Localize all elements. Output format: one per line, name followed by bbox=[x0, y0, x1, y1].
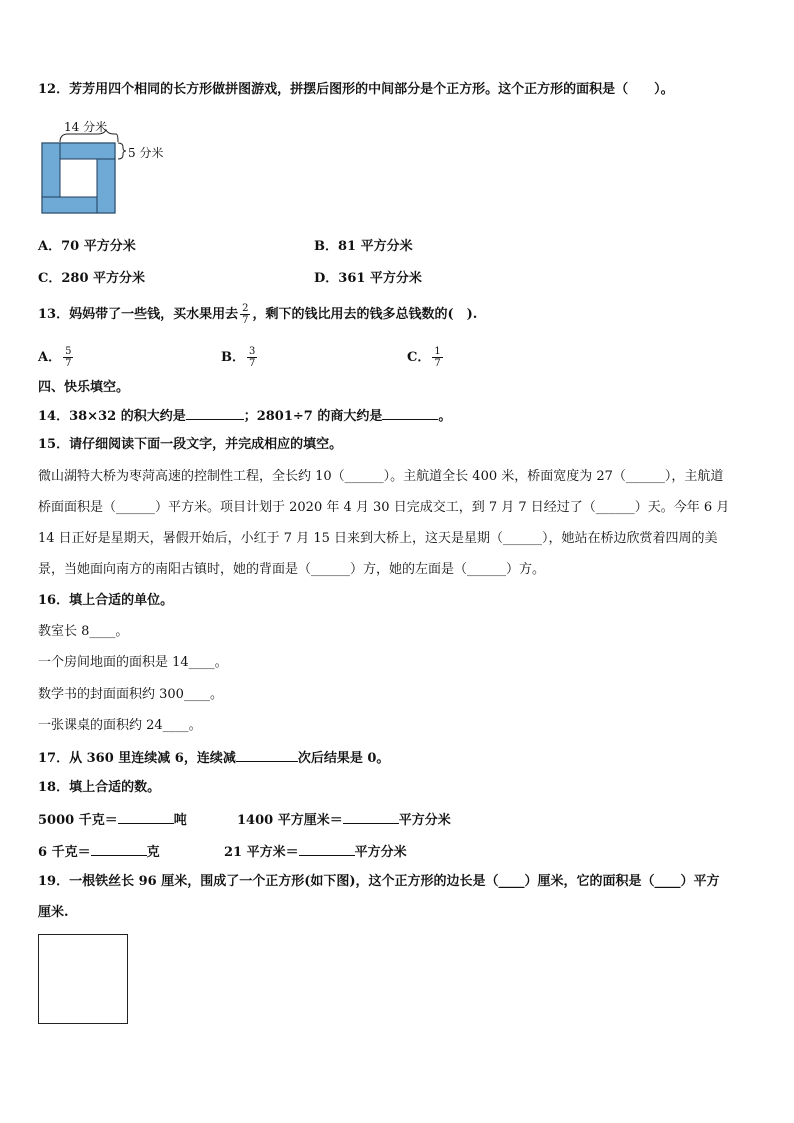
q14-part2: ；2801÷7 的商大约是 bbox=[243, 409, 383, 424]
q18-r1b-post: 平方分米 bbox=[398, 813, 451, 828]
q14-part1: 14．38×32 的积大约是 bbox=[38, 409, 186, 424]
q13-option-b-num: 3 bbox=[249, 346, 256, 357]
figure-side-label: 5 分米 bbox=[128, 146, 164, 160]
q17-text bbox=[38, 747, 389, 769]
q17-part1: 17．从 360 里连续减 6，连续减 bbox=[38, 751, 236, 766]
q19-line-2: 厘米. bbox=[38, 905, 69, 920]
q13-text-after: ，剩下的钱比用去的钱多总钱数的( ). bbox=[252, 307, 478, 322]
q12-text: 12．芳芳用四个相同的长方形做拼图游戏，拼摆后图形的中间部分是个正方形。这个正方形的面积是（ ）。 bbox=[38, 82, 674, 97]
q18-title: 18．填上合适的数。 bbox=[38, 780, 161, 795]
q18-r1a-blank[interactable] bbox=[118, 809, 174, 824]
q16-line-3: 数学书的封面面积约 300____。 bbox=[38, 687, 223, 702]
q18-r2b-blank[interactable] bbox=[299, 841, 355, 856]
q13-option-a-fraction bbox=[63, 346, 73, 369]
q13-option-a[interactable] bbox=[38, 344, 75, 372]
section-heading: 四、快乐填空。 bbox=[38, 380, 130, 395]
q12-option-d[interactable]: D．361 平方分米 bbox=[314, 271, 422, 286]
q13-option-c-fraction bbox=[432, 346, 442, 369]
q13-text bbox=[38, 302, 477, 328]
q13-option-b[interactable] bbox=[221, 344, 259, 372]
q18-row1-a bbox=[38, 809, 187, 831]
q18-r2a-blank[interactable] bbox=[91, 841, 147, 856]
q19-line-1: 19．一根铁丝长 96 厘米，围成了一个正方形(如下图)，这个正方形的边长是（____）厘米，它的面积是（____）平方 bbox=[38, 874, 720, 889]
q15-paragraph-line-3: 14 日正好是星期天，暑假开始后，小红于 7 月 15 日来到大桥上，这天是星期（______），她站在桥边欣赏着四周的美 bbox=[38, 531, 718, 546]
q18-r2b-post: 平方分米 bbox=[354, 845, 407, 860]
q18-r1a-pre: 5000 千克＝ bbox=[38, 813, 118, 828]
q14-blank-2[interactable] bbox=[382, 405, 438, 420]
pinwheel-rectangles-diagram bbox=[38, 112, 188, 222]
square-diagram bbox=[38, 934, 128, 1024]
q16-line-1: 教室长 8____。 bbox=[38, 624, 129, 639]
q12-figure bbox=[38, 112, 188, 222]
q14-blank-1[interactable] bbox=[186, 405, 244, 420]
q13-option-c[interactable] bbox=[407, 344, 445, 372]
figure-top-label: 14 分米 bbox=[64, 120, 108, 134]
q13-option-a-den: 7 bbox=[65, 358, 72, 369]
q18-row2-a bbox=[38, 841, 160, 863]
q12-option-c[interactable]: C．280 平方分米 bbox=[38, 271, 146, 286]
q16-line-4: 一张课桌的面积约 24____。 bbox=[38, 718, 202, 733]
q18-r1a-post: 吨 bbox=[173, 813, 187, 828]
q15-paragraph-line-1: 微山湖特大桥为枣菏高速的控制性工程，全长约 10（______）。主航道全长 400 米，桥面宽度为 27（______），主航道 bbox=[38, 469, 724, 484]
q13-option-b-label: B． bbox=[221, 350, 245, 365]
q14-text bbox=[38, 405, 451, 427]
q18-r1b-blank[interactable] bbox=[343, 809, 399, 824]
q13-option-b-den: 7 bbox=[249, 358, 256, 369]
q15-paragraph-line-2: 桥面面积是（______）平方米。项目计划于 2020 年 4 月 30 日完成交工，到 7 月 7 日经过了（______）天。今年 6 月 bbox=[38, 500, 730, 515]
q18-r2a-post: 克 bbox=[146, 845, 160, 860]
q13-fraction bbox=[240, 303, 250, 326]
q13-option-a-label: A． bbox=[38, 350, 62, 365]
q12-option-b[interactable]: B．81 平方分米 bbox=[314, 239, 413, 254]
q13-option-c-label: C． bbox=[407, 350, 431, 365]
q13-option-c-num: 1 bbox=[434, 346, 441, 357]
q13-option-c-den: 7 bbox=[434, 358, 441, 369]
q18-r1b-pre: 1400 平方厘米＝ bbox=[237, 813, 343, 828]
q15-paragraph-line-4: 景，当她面向南方的南阳古镇时，她的背面是（______）方，她的左面是（______）方。 bbox=[38, 562, 546, 577]
q18-row1-b bbox=[237, 809, 451, 831]
q16-line-2: 一个房间地面的面积是 14____。 bbox=[38, 655, 228, 670]
q13-fraction-num: 2 bbox=[242, 303, 249, 314]
q18-r2a-pre: 6 千克＝ bbox=[38, 845, 91, 860]
q14-part3: 。 bbox=[438, 409, 452, 424]
q17-blank[interactable] bbox=[236, 747, 298, 762]
q13-fraction-den: 7 bbox=[242, 315, 249, 326]
q13-text-before: 13．妈妈带了一些钱，买水果用去 bbox=[38, 307, 239, 322]
q15-title: 15．请仔细阅读下面一段文字，并完成相应的填空。 bbox=[38, 437, 343, 452]
q18-r2b-pre: 21 平方米＝ bbox=[224, 845, 299, 860]
q13-option-a-num: 5 bbox=[65, 346, 72, 357]
q13-option-b-fraction bbox=[247, 346, 257, 369]
q12-option-a[interactable]: A．70 平方分米 bbox=[38, 239, 136, 254]
q17-part2: 次后结果是 0。 bbox=[297, 751, 390, 766]
q16-title: 16．填上合适的单位。 bbox=[38, 593, 174, 608]
q18-row2-b bbox=[224, 841, 407, 863]
